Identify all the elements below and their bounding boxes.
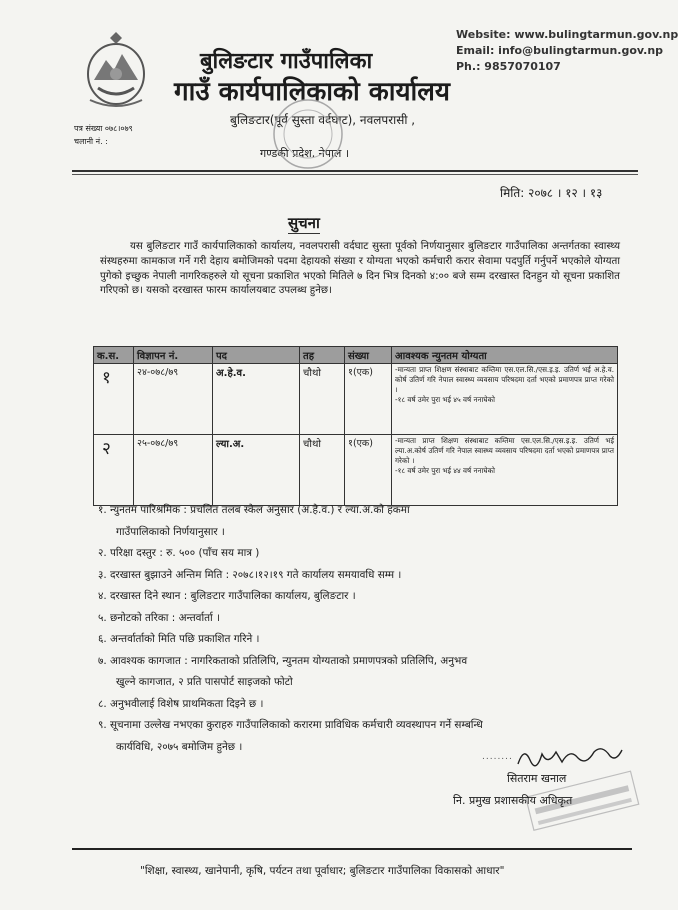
office-address: बुलिङटार(पूर्व सुस्ता वर्दघाट), नवलपरासी , — [230, 113, 416, 127]
col-header-sn: क.स. — [94, 347, 134, 364]
notice-title: सुचना — [288, 214, 320, 232]
notes-list — [98, 500, 618, 758]
cell-level: चौथो — [300, 435, 345, 506]
faint-round-seal — [268, 96, 348, 172]
note-item — [98, 608, 618, 630]
website-text: Website: www.bulingtarmun.gov.np — [456, 28, 678, 41]
office-name: गाउँ कार्यपालिकाको कार्यालय — [174, 77, 450, 107]
header-divider-thin — [72, 174, 638, 175]
table-header-row — [94, 347, 618, 364]
phone-text: Ph.: 9857070107 — [456, 60, 561, 73]
note-text: ५. छनोटको तरिका : अन्तर्वार्ता । — [98, 611, 220, 624]
note-text: ८. अनुभवीलाई विशेष प्राथमिकता दिइने छ । — [98, 697, 264, 710]
notice-date: मिति: २०७८ । १२ । १३ — [500, 186, 603, 200]
note-text: ६. अन्तर्वार्ताको मिति पछि प्रकाशित गरिने । — [98, 633, 260, 645]
note-item — [98, 694, 618, 716]
notice-paragraph-text: यस बुलिङटार गाउँ कार्यपालिकाको कार्यालय, नवलपरासी वर्दघाट सुस्ता पूर्वको निर्णयानुसार बुलिङटार गाउँपालिका अन्तर्गतका स्वास्थ्य संस्थहरुमा कामकाज गर्ने गरी देहाय बमोजिमको पदमा देहायको संख्या र योग्यता भएको कर्मचारी करार सेवामा पदपुर्ति गर्नुपर्ने भएकोले योग्यता पुगेको इच्छुक नेपाली नागरिकहरुले यो सूचना प्रकाशित भएको मितिले ७ दिन भित्र दिनको ४:०० बजे सम्म दरखास्त दिनहुन यो सूचना प्रकाशित गरिएको छ। यसको दरखास्त फारम कार्यालयबाट उपलब्ध हुनेछ। — [100, 241, 620, 297]
signatory-title: नि. प्रमुख प्रशासकीय अधिकृत — [453, 794, 573, 807]
cell-ad-no: २४-०७८/७९ — [134, 364, 213, 435]
note-item — [98, 565, 618, 587]
cell-post: अ.हे.व. — [213, 364, 300, 435]
qualification-line: -मान्यता प्राप्त शिक्षण संस्थाबाट कम्तिमा एस.एल.सि./एस.इ.इ. उतिर्ण भई अ.हे.व. कोर्ष उतिर्ण गरि नेपाल स्वास्थ्य व्यवसाय परिषदमा दर्ता भएको प्रमाणपत्र प्राप्त गरेको । — [395, 365, 614, 394]
note-text: ४. दरखास्त दिने स्थान : बुलिङटार गाउँपालिका कार्यालय, बुलिङटार । — [98, 590, 356, 602]
note-continuation: गाउँपालिकाको निर्णयानुसार । — [116, 525, 225, 538]
contact-block — [456, 27, 678, 75]
reference-number: पत्र संख्या ०७८।०७९ — [74, 124, 133, 133]
cell-sn: १ — [94, 364, 134, 435]
signatory-name: सितराम खनाल — [507, 772, 567, 785]
vacancy-table — [93, 346, 618, 506]
note-text: ९. सूचनामा उल्लेख नभएका कुराहरु गाउँपालिकाको करारमा प्राविधिक कर्मचारी व्यवस्थापन गर्ने सम्बन्धि — [98, 719, 483, 731]
handwritten-signature — [514, 740, 624, 772]
province-country: गण्डकी प्रदेश, नेपाल । — [260, 147, 349, 160]
table-row — [94, 435, 618, 506]
email-text: Email: info@bulingtarmun.gov.np — [456, 44, 664, 57]
col-header-post: पद — [213, 347, 300, 364]
cell-count: १(एक) — [345, 364, 392, 435]
cell-ad-no: २५-०७८/७९ — [134, 435, 213, 506]
cell-count: १(एक) — [345, 435, 392, 506]
col-header-level: तह — [300, 347, 345, 364]
note-text: ७. आवश्यक कागजात : नागरिकताको प्रतिलिपि, न्युनतम योग्यताको प्रमाणपत्रको प्रतिलिपि, अनुभव — [98, 654, 468, 667]
footer-divider — [72, 848, 632, 850]
cell-level: चौथो — [300, 364, 345, 435]
header-divider — [72, 170, 638, 172]
qualification-line: -मान्यता प्राप्त शिक्षण संस्थाबाट कम्तिमा एस.एल.सि./एस.इ.इ. उतिर्ण भई ल्या.अ.कोर्ष उतिर्ण गरि नेपाल स्वास्थ्य व्यवसाय परिषदमा दर्ता भएको प्रमाणपत्र प्राप्त गरेको । — [395, 436, 614, 465]
note-continuation: कार्यविधि, २०७५ बमोजिम हुनेछ । — [116, 740, 243, 753]
note-text: ३. दरखास्त बुझाउने अन्तिम मिति : २०७८।१२।१९ गते कार्यालय समयावधि सम्म । — [98, 568, 402, 581]
note-continuation: खुल्ने कागजात, २ प्रति पासपोर्ट साइजको फोटो — [116, 676, 293, 688]
municipality-name: बुलिङटार गाउँपालिका — [200, 49, 373, 74]
cell-sn: २ — [94, 435, 134, 506]
note-item — [98, 629, 618, 651]
footer-slogan: "शिक्षा, स्वास्थ्य, खानेपानी, कृषि, पर्यटन तथा पूर्वाधार; बुलिङटार गाउँपालिका विकासको आधार" — [140, 865, 505, 877]
col-header-qualification: आवश्यक न्युनतम योग्यता — [392, 347, 618, 364]
cell-post: ल्या.अ. — [213, 435, 300, 506]
dispatch-number: चलानी नं. : — [74, 137, 108, 146]
signature-dots: ........ — [482, 752, 513, 762]
reference-block — [74, 122, 133, 148]
col-header-ad-no: विज्ञापन नं. — [134, 347, 213, 364]
note-text: १. न्युनतम पारिश्रमिक : प्रचलित तलब स्केल अनुसार (अ.हे.व.) र ल्या.अ.को हकमा — [98, 504, 410, 516]
cell-qualification — [392, 435, 618, 506]
cell-qualification — [392, 364, 618, 435]
note-item — [98, 543, 618, 565]
age-requirement: -१८ वर्ष उमेर पुरा भई ४५ वर्ष ननाघेको — [395, 395, 495, 404]
col-header-count: संख्या — [345, 347, 392, 364]
note-item — [98, 651, 618, 694]
note-item — [98, 500, 618, 543]
notice-paragraph — [100, 240, 620, 299]
note-text: २. परिक्षा दस्तुर : रु. ५०० (पाँच सय मात्र ) — [98, 547, 260, 559]
nepal-emblem-icon — [80, 30, 152, 110]
table-row — [94, 364, 618, 435]
age-requirement: -१८ वर्ष उमेर पुरा भई ४४ वर्ष ननाघेको — [395, 466, 495, 475]
note-item — [98, 586, 618, 608]
